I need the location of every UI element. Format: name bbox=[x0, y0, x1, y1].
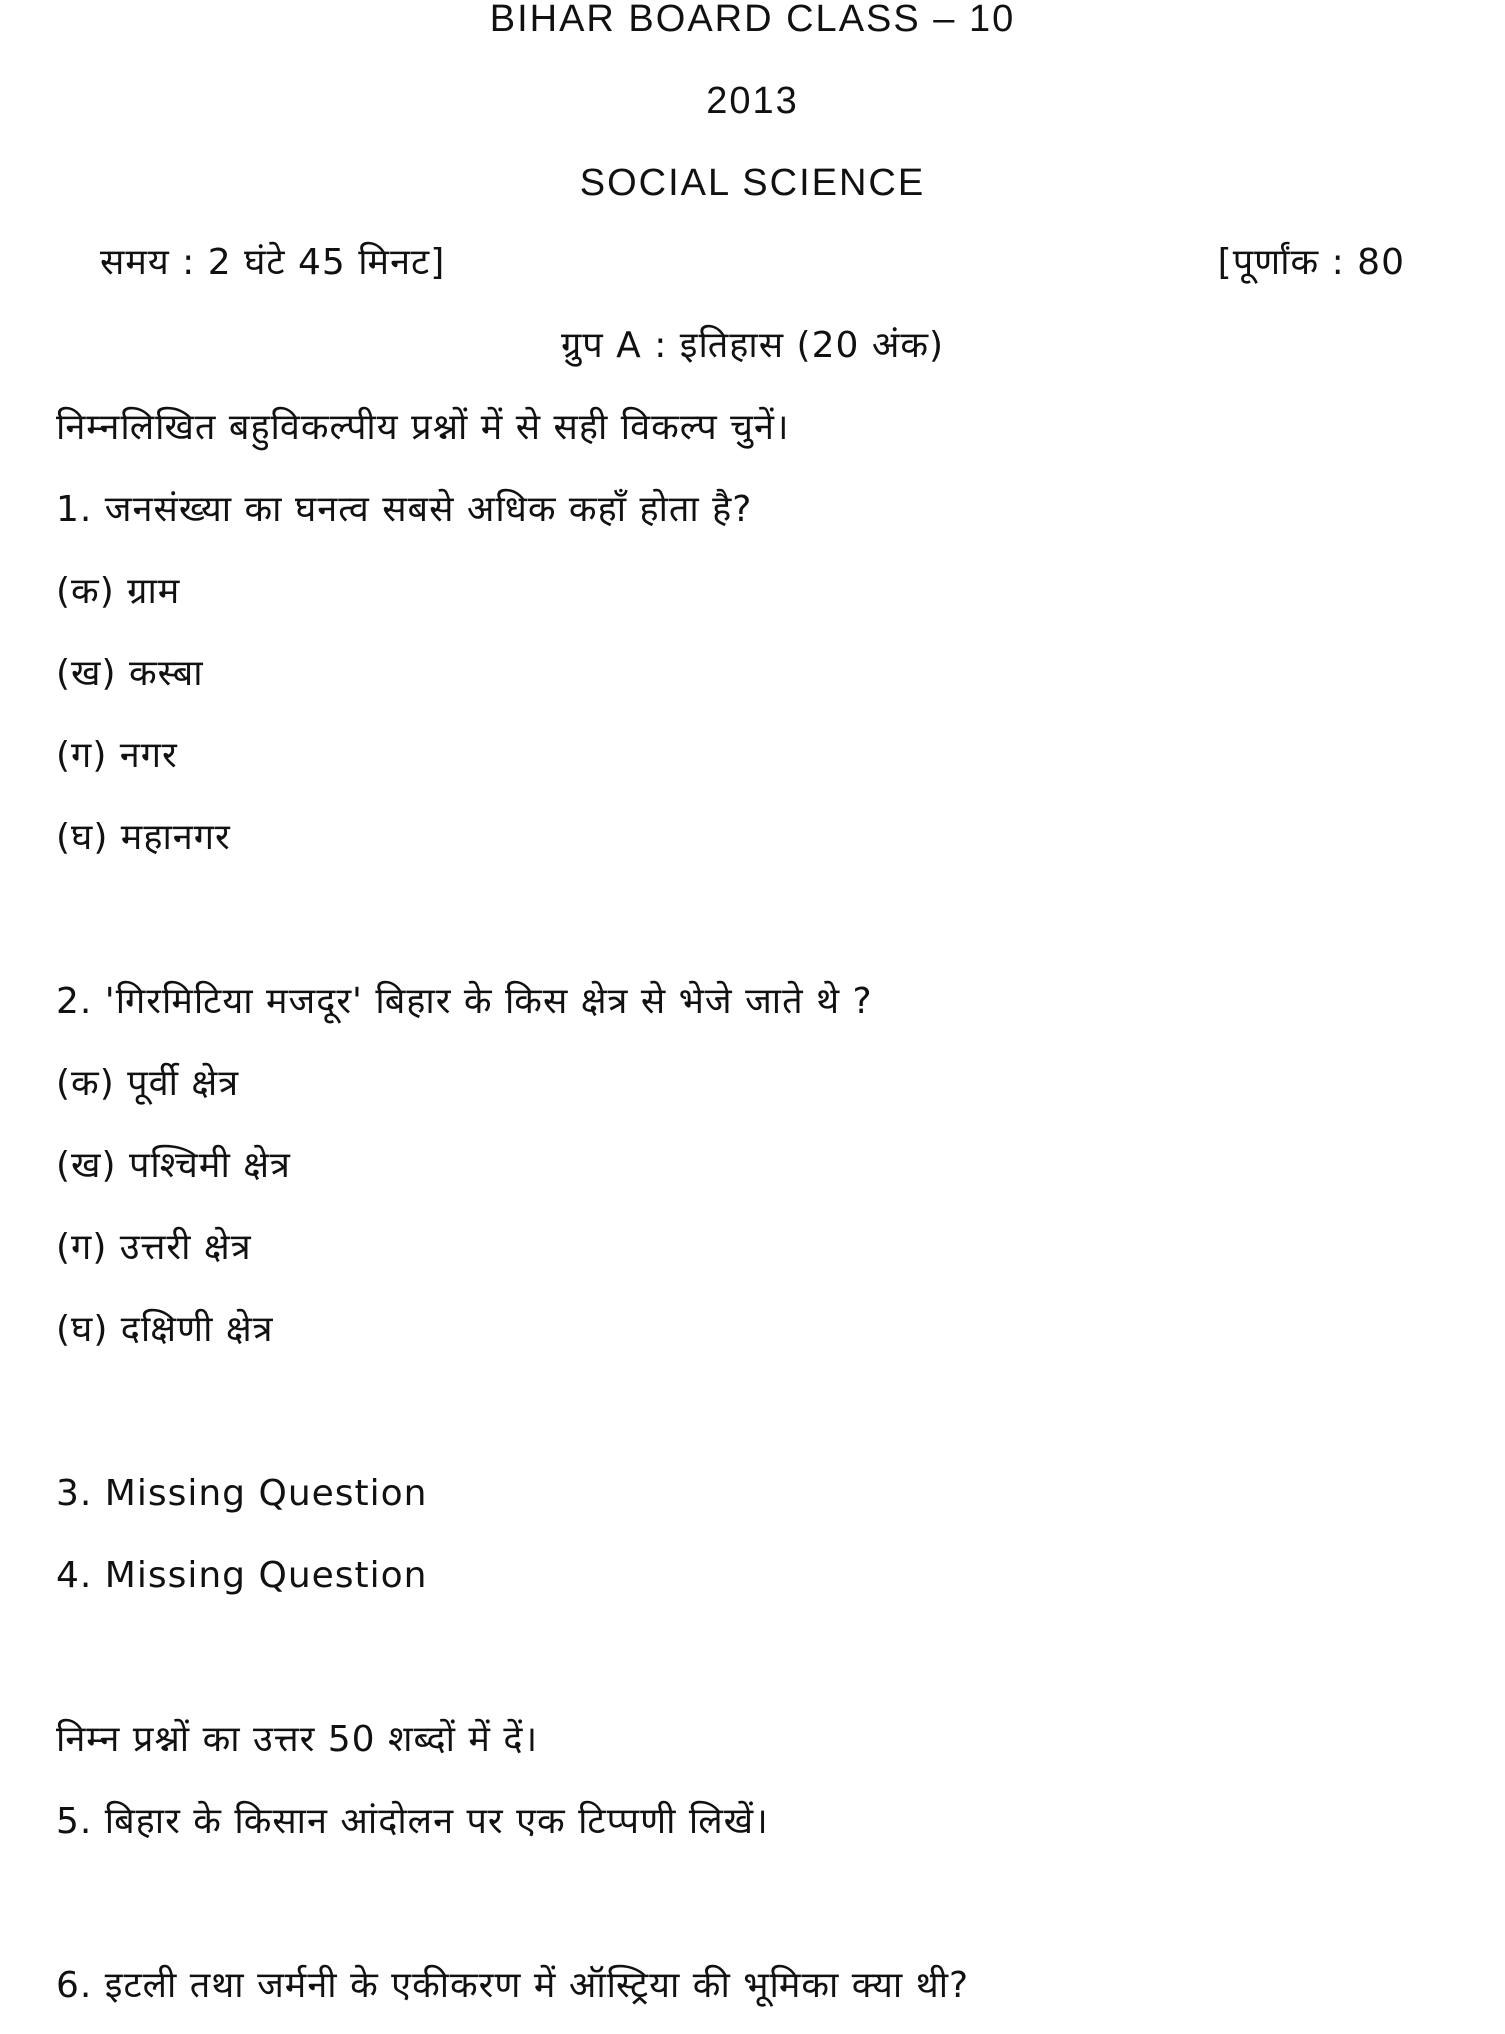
question-4: 4. Missing Question bbox=[56, 1555, 428, 1596]
exam-year: 2013 bbox=[706, 80, 799, 122]
board-title: BIHAR BOARD CLASS – 10 bbox=[489, 0, 1016, 40]
question-2-option-a: (क) पूर्वी क्षेत्र bbox=[56, 1063, 240, 1104]
question-1-option-b: (ख) कस्बा bbox=[56, 653, 204, 694]
question-1: 1. जनसंख्या का घनत्व सबसे अधिक कहाँ होता है? bbox=[56, 489, 753, 530]
subject-title: SOCIAL SCIENCE bbox=[579, 162, 926, 204]
question-2-option-c: (ग) उत्तरी क्षेत्र bbox=[56, 1227, 252, 1268]
question-6: 6. इटली तथा जर्मनी के एकीकरण में ऑस्ट्रिया की भूमिका क्या थी? bbox=[56, 1965, 970, 2006]
total-marks: [पूर्णांक : 80 bbox=[1217, 242, 1405, 283]
short-answer-instruction: निम्न प्रश्नों का उत्तर 50 शब्दों में दें। bbox=[56, 1719, 539, 1760]
question-1-option-a: (क) ग्राम bbox=[56, 571, 181, 612]
question-1-option-c: (ग) नगर bbox=[56, 735, 178, 776]
question-5: 5. बिहार के किसान आंदोलन पर एक टिप्पणी लिखें। bbox=[56, 1801, 769, 1842]
group-heading: ग्रुप A : इतिहास (20 अंक) bbox=[560, 325, 945, 366]
mcq-instruction: निम्नलिखित बहुविकल्पीय प्रश्नों में से सही विकल्प चुनें। bbox=[56, 407, 790, 448]
question-2-option-d: (घ) दक्षिणी क्षेत्र bbox=[56, 1309, 274, 1350]
question-3: 3. Missing Question bbox=[56, 1473, 428, 1514]
question-1-option-d: (घ) महानगर bbox=[56, 817, 231, 858]
question-2-option-b: (ख) पश्चिमी क्षेत्र bbox=[56, 1145, 291, 1186]
question-2: 2. 'गिरमिटिया मजदूर' बिहार के किस क्षेत्र से भेजे जाते थे ? bbox=[56, 981, 873, 1022]
exam-duration: समय : 2 घंटे 45 मिनट] bbox=[100, 242, 446, 283]
